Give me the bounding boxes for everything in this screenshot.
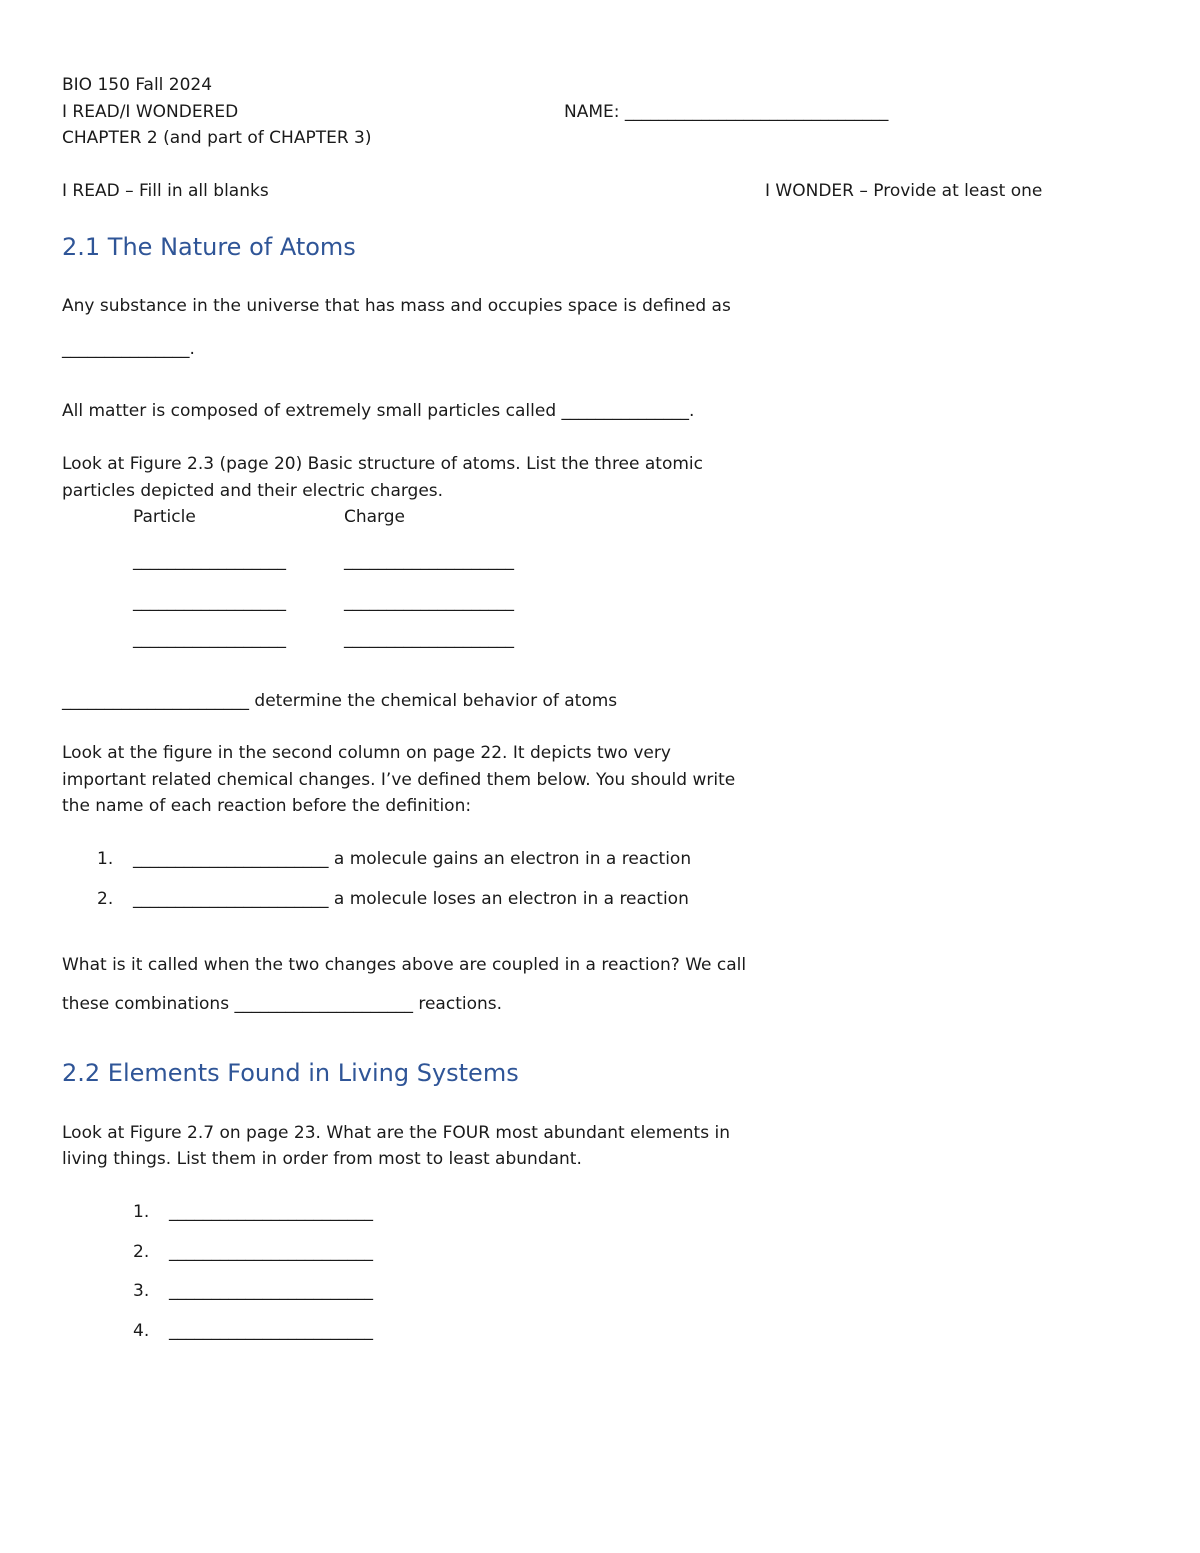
list-number: 2. (133, 1242, 150, 1262)
chapter-title: CHAPTER 2 (and part of CHAPTER 3) (62, 128, 372, 148)
read-instruction: I READ – Fill in all blanks (62, 181, 269, 201)
list-number: 4. (133, 1321, 150, 1341)
list-number: 2. (97, 889, 114, 909)
reaction-blank-2[interactable]: _______________________ a molecule loses an electron in a reaction (133, 889, 689, 909)
question-page22-line1: Look at the figure in the second column on page 22. It depicts two very (62, 743, 671, 763)
charge-blank-2[interactable]: ____________________ (344, 592, 514, 612)
question-elements-line2: living things. List them in order from most to least abundant. (62, 1149, 582, 1169)
blank-matter[interactable]: _______________. (62, 339, 195, 359)
element-blank-3[interactable]: ________________________ (169, 1281, 373, 1301)
question-figure-2-3-line2: particles depicted and their electric charges. (62, 481, 444, 501)
question-page22-line2: important related chemical changes. I’ve defined them below. You should write (62, 770, 736, 790)
element-item-4 (133, 1318, 373, 1344)
list-number: 1. (97, 849, 114, 869)
element-blank-4[interactable]: ________________________ (169, 1321, 373, 1341)
list-number: 3. (133, 1281, 150, 1301)
particle-blank-2[interactable]: __________________ (133, 592, 286, 612)
section-heading-nature-of-atoms: 2.1 The Nature of Atoms (62, 233, 356, 261)
element-blank-1[interactable]: ________________________ (169, 1202, 373, 1222)
particle-blank-1[interactable]: __________________ (133, 551, 286, 571)
list-number: 1. (133, 1202, 150, 1222)
charge-blank-1[interactable]: ____________________ (344, 551, 514, 571)
section-heading-elements: 2.2 Elements Found in Living Systems (62, 1059, 519, 1087)
assignment-title: I READ/I WONDERED (62, 102, 239, 122)
question-coupled-line2[interactable]: these combinations _____________________ reactions. (62, 994, 503, 1014)
question-elements-line1: Look at Figure 2.7 on page 23. What are the FOUR most abundant elements in (62, 1123, 730, 1143)
element-blank-2[interactable]: ________________________ (169, 1242, 373, 1262)
question-chemical-behavior[interactable]: ______________________ determine the chemical behavior of atoms (62, 691, 618, 711)
wonder-instruction: I WONDER – Provide at least one (765, 181, 1043, 201)
reaction-item-2 (97, 886, 689, 912)
particle-blank-3[interactable]: __________________ (133, 629, 286, 649)
element-item-3 (133, 1278, 373, 1304)
charge-blank-3[interactable]: ____________________ (344, 629, 514, 649)
column-header-particle: Particle (133, 507, 196, 527)
question-atoms[interactable]: All matter is composed of extremely small particles called _______________. (62, 401, 695, 421)
question-page22-line3: the name of each reaction before the definition: (62, 796, 472, 816)
reaction-blank-1[interactable]: _______________________ a molecule gains an electron in a reaction (133, 849, 692, 869)
element-item-1 (133, 1199, 373, 1225)
column-header-charge: Charge (344, 507, 406, 527)
element-item-2 (133, 1239, 373, 1265)
question-figure-2-3-line1: Look at Figure 2.3 (page 20) Basic structure of atoms. List the three atomic (62, 454, 703, 474)
reaction-item-1 (97, 846, 691, 872)
course-title: BIO 150 Fall 2024 (62, 75, 213, 95)
name-field[interactable]: NAME: _______________________________ (564, 102, 889, 122)
question-coupled-line1: What is it called when the two changes above are coupled in a reaction? We call (62, 955, 747, 975)
question-matter: Any substance in the universe that has mass and occupies space is defined as (62, 296, 731, 316)
